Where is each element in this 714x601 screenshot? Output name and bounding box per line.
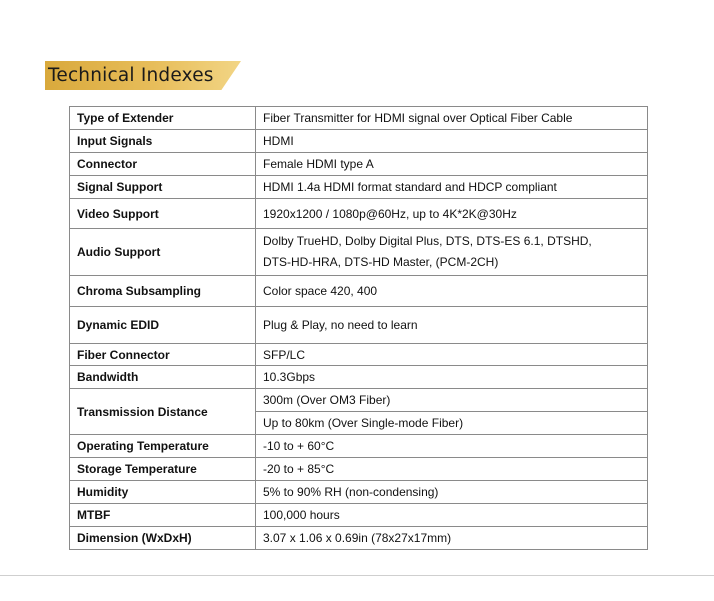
spec-label: Video Support	[70, 199, 256, 229]
spec-label: Dynamic EDID	[70, 307, 256, 344]
table-row	[70, 199, 648, 229]
table-row	[70, 481, 648, 504]
spec-value	[256, 229, 648, 276]
spec-value: Color space 420, 400	[256, 276, 648, 307]
spec-label: MTBF	[70, 504, 256, 527]
spec-label: Operating Temperature	[70, 435, 256, 458]
spec-value: 300m (Over OM3 Fiber)	[256, 389, 648, 412]
spec-label: Chroma Subsampling	[70, 276, 256, 307]
spec-label: Humidity	[70, 481, 256, 504]
section-title: Technical Indexes	[48, 65, 214, 86]
spec-table	[69, 106, 648, 550]
spec-value-line: Dolby TrueHD, Dolby Digital Plus, DTS, DTS-ES 6.1, DTSHD,	[263, 234, 592, 248]
spec-label: Type of Extender	[70, 107, 256, 130]
spec-value: 100,000 hours	[256, 504, 648, 527]
spec-value: HDMI 1.4a HDMI format standard and HDCP compliant	[256, 176, 648, 199]
spec-value-line: DTS-HD-HRA, DTS-HD Master, (PCM-2CH)	[263, 255, 499, 269]
spec-value: Plug & Play, no need to learn	[256, 307, 648, 344]
spec-value: 10.3Gbps	[256, 366, 648, 389]
table-row	[70, 107, 648, 130]
spec-label: Storage Temperature	[70, 458, 256, 481]
table-row	[70, 307, 648, 344]
table-row	[70, 229, 648, 276]
spec-value: Up to 80km (Over Single-mode Fiber)	[256, 412, 648, 435]
spec-value: 3.07 x 1.06 x 0.69in (78x27x17mm)	[256, 527, 648, 550]
spec-label: Dimension (WxDxH)	[70, 527, 256, 550]
spec-value: 5% to 90% RH (non-condensing)	[256, 481, 648, 504]
table-row	[70, 366, 648, 389]
table-row	[70, 458, 648, 481]
spec-value: Fiber Transmitter for HDMI signal over Optical Fiber Cable	[256, 107, 648, 130]
footer-divider	[0, 575, 714, 576]
spec-label: Audio Support	[70, 229, 256, 276]
table-row	[70, 344, 648, 366]
table-row	[70, 153, 648, 176]
spec-value: -10 to + 60°C	[256, 435, 648, 458]
spec-label: Signal Support	[70, 176, 256, 199]
table-row	[70, 130, 648, 153]
table-row	[70, 504, 648, 527]
spec-label: Transmission Distance	[70, 389, 256, 435]
spec-value: HDMI	[256, 130, 648, 153]
table-row	[70, 176, 648, 199]
spec-value: -20 to + 85°C	[256, 458, 648, 481]
spec-value: 1920x1200 / 1080p@60Hz, up to 4K*2K@30Hz	[256, 199, 648, 229]
spec-value: SFP/LC	[256, 344, 648, 366]
table-row	[70, 435, 648, 458]
table-row	[70, 276, 648, 307]
spec-label: Input Signals	[70, 130, 256, 153]
spec-label: Fiber Connector	[70, 344, 256, 366]
spec-value: Female HDMI type A	[256, 153, 648, 176]
spec-label: Bandwidth	[70, 366, 256, 389]
table-row	[70, 527, 648, 550]
spec-label: Connector	[70, 153, 256, 176]
table-row	[70, 389, 648, 412]
